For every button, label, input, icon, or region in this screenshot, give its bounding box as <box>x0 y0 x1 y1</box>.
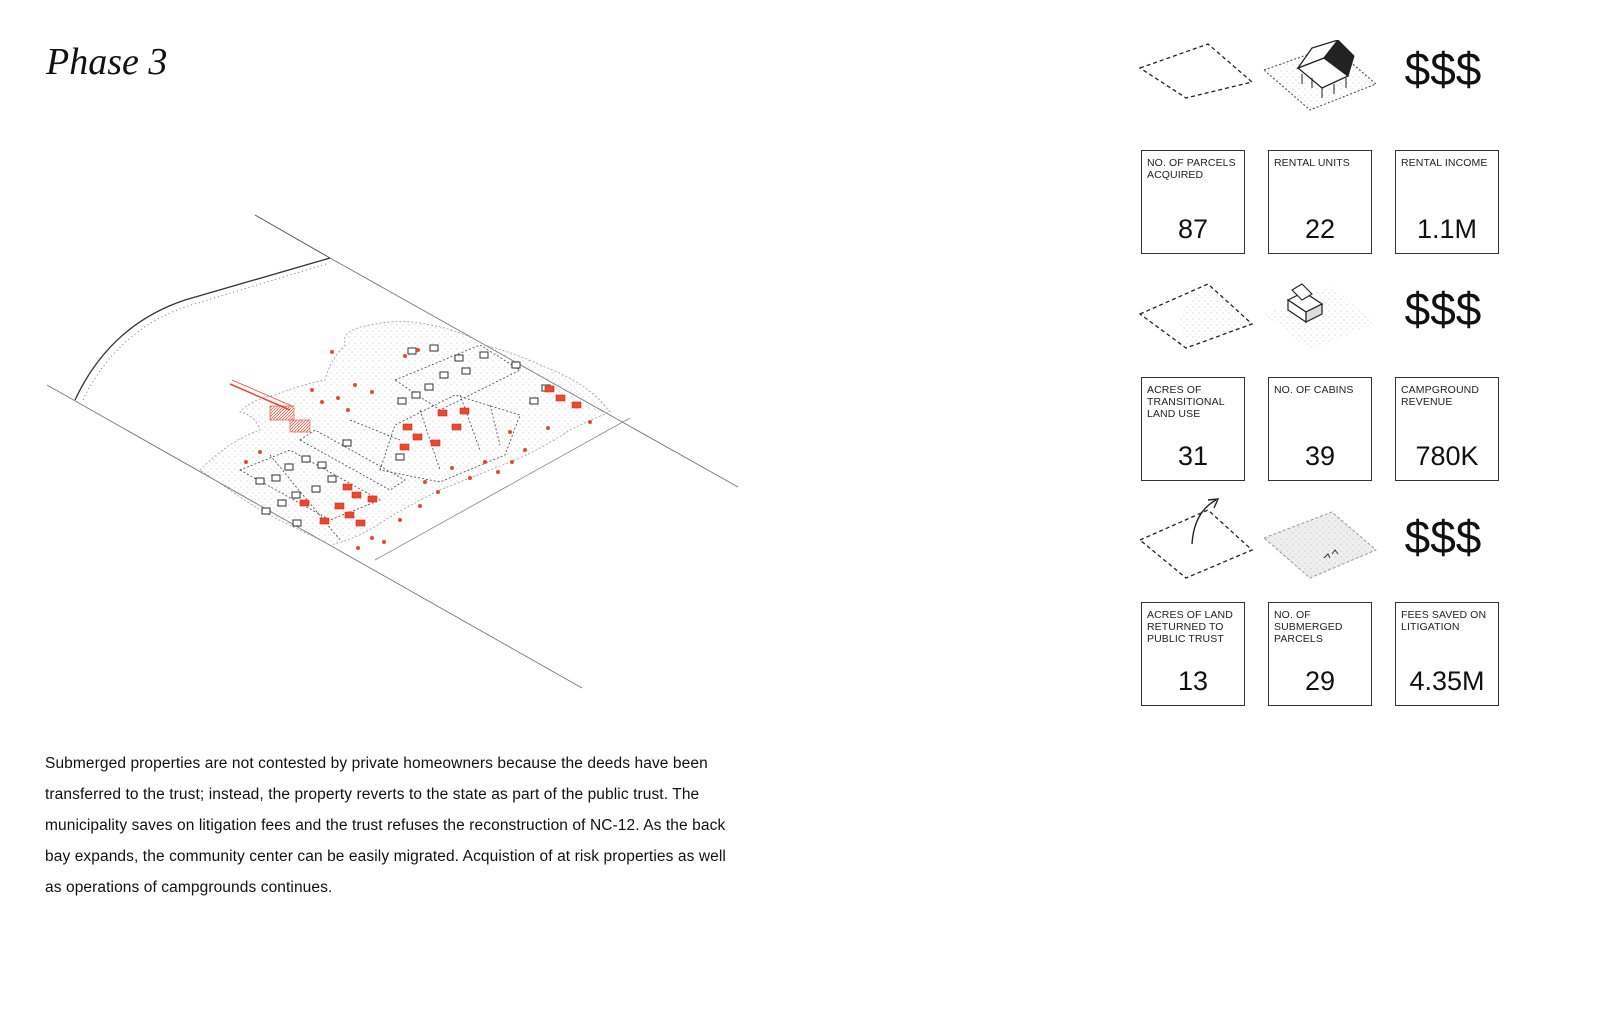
road-embankment <box>75 258 330 402</box>
revenue-indicator: $$$ <box>1404 43 1482 95</box>
metric-label: NO. OF CABINS <box>1274 384 1354 396</box>
metric-value: 22 <box>1304 214 1336 244</box>
revenue-indicator: $$$ <box>1404 283 1482 335</box>
metric-label: ACRES OF LAND RETURNED TO PUBLIC TRUST <box>1147 609 1233 645</box>
metric-label: RENTAL INCOME <box>1401 157 1488 169</box>
metric-parcels-acquired <box>1141 150 1245 254</box>
metric-value: 1.1M <box>1416 214 1478 244</box>
metric-label: FEES SAVED ON LITIGATION <box>1401 609 1487 633</box>
revenue-indicator: $$$ <box>1404 511 1482 563</box>
elevated-house-icon <box>1262 40 1380 112</box>
submerged-parcel-icon <box>1262 508 1380 580</box>
metric-campground-revenue <box>1395 377 1499 481</box>
metric-rental-income <box>1395 150 1499 254</box>
dashed-parcel-icon <box>1138 42 1256 100</box>
metric-fees-saved <box>1395 602 1499 706</box>
metric-land-returned <box>1141 602 1245 706</box>
metric-value: 39 <box>1304 441 1336 471</box>
isometric-site-map <box>0 0 800 720</box>
metric-transitional-land <box>1141 377 1245 481</box>
metric-label: NO. OF PARCELS ACQUIRED <box>1147 157 1236 181</box>
cabin-icon <box>1262 280 1380 352</box>
metric-value: 4.35M <box>1409 666 1485 696</box>
returned-parcel-arrow-icon <box>1138 494 1256 580</box>
metric-label: RENTAL UNITS <box>1274 157 1350 169</box>
metric-value: 780K <box>1415 441 1479 471</box>
metric-cabins <box>1268 377 1372 481</box>
metric-value: 29 <box>1304 666 1336 696</box>
phase-description: Submerged properties are not contested by private homeowners because the deeds have been transferred to the trust; instead, the property reverts to the state as part of the public trust. The municipality saves on litigation fees and the trust refuses the reconstruction of NC-12. As the back bay expands, the community center can be easily migrated. Acquistion of at risk properties as well as operations of campgrounds continues. <box>45 755 726 896</box>
metric-label: NO. OF SUBMERGED PARCELS <box>1274 609 1343 645</box>
metric-value: 87 <box>1177 214 1209 244</box>
page-title: Phase 3 <box>46 41 168 83</box>
metric-value: 13 <box>1177 666 1209 696</box>
metric-rental-units <box>1268 150 1372 254</box>
metric-value: 31 <box>1177 441 1209 471</box>
metric-label: CAMPGROUND REVENUE <box>1401 384 1480 408</box>
metric-label: ACRES OF TRANSITIONAL LAND USE <box>1147 384 1225 420</box>
transitional-parcel-icon <box>1138 282 1256 350</box>
metric-submerged-parcels <box>1268 602 1372 706</box>
